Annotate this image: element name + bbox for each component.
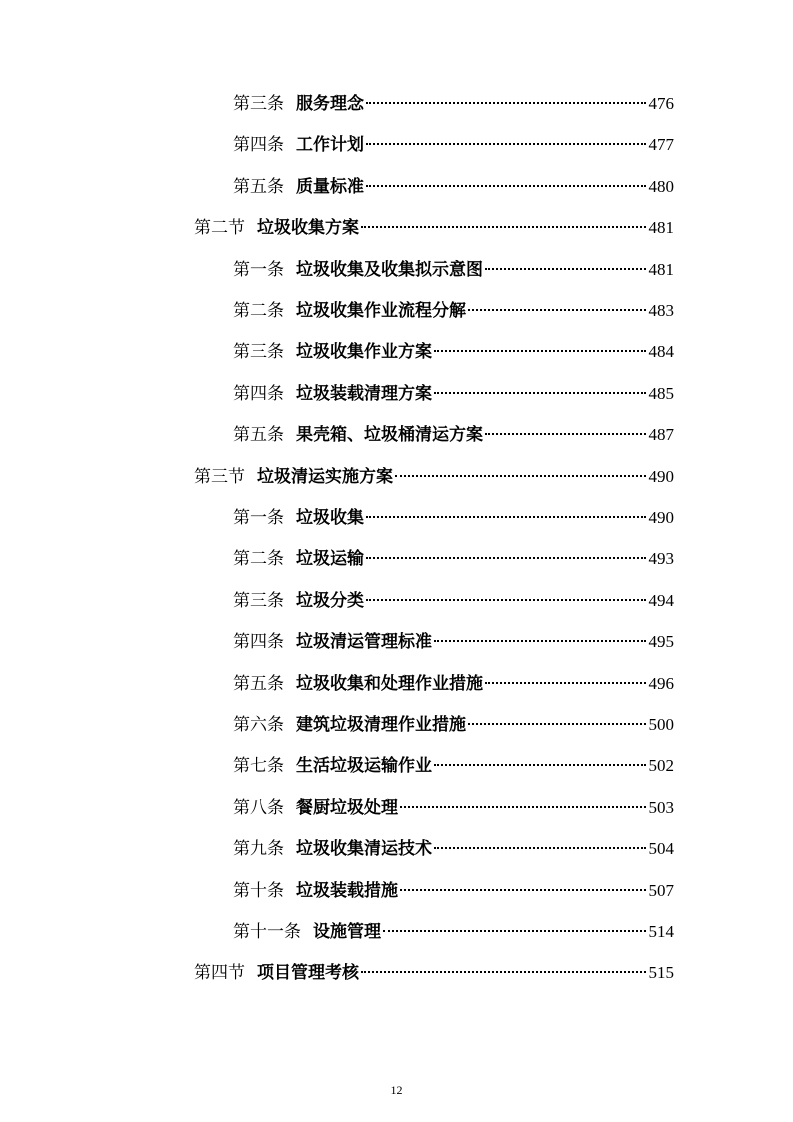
toc-entry-page: 507 bbox=[648, 880, 674, 900]
toc-entry-title: 垃圾收集和处理作业措施 bbox=[296, 673, 483, 694]
toc-dot-leader bbox=[366, 102, 646, 104]
toc-dot-leader bbox=[485, 268, 646, 270]
toc-entry-title: 垃圾运输 bbox=[296, 549, 364, 570]
toc-entry-number: 第二条 bbox=[233, 549, 284, 570]
toc-entry-number: 第一条 bbox=[233, 508, 284, 528]
toc-section-entry[interactable] bbox=[194, 213, 674, 243]
toc-dot-leader bbox=[434, 350, 646, 352]
toc-entry-title: 工作计划 bbox=[296, 135, 364, 156]
toc-article-entry[interactable] bbox=[233, 172, 674, 202]
toc-entry-page: 476 bbox=[648, 94, 674, 113]
toc-entry-number: 第二节 bbox=[194, 218, 245, 239]
page-number: 12 bbox=[390, 1083, 403, 1097]
toc-entry-page: 490 bbox=[648, 508, 674, 527]
toc-entry-number: 第五条 bbox=[233, 176, 284, 197]
toc-entry-page: 485 bbox=[648, 383, 674, 403]
toc-entry-page: 495 bbox=[648, 632, 674, 652]
toc-entry-page: 503 bbox=[648, 797, 674, 817]
toc-dot-leader bbox=[366, 516, 646, 518]
toc-entry-title: 垃圾收集 bbox=[296, 508, 364, 528]
toc-entry-number: 第十一条 bbox=[233, 922, 301, 942]
toc-entry-title: 果壳箱、垃圾桶清运方案 bbox=[296, 425, 483, 446]
toc-article-entry[interactable] bbox=[233, 627, 674, 657]
toc-entry-number: 第七条 bbox=[233, 756, 284, 777]
toc-entry-page: 477 bbox=[648, 135, 674, 155]
toc-entry-number: 第三条 bbox=[233, 94, 284, 114]
toc-article-entry[interactable] bbox=[233, 420, 674, 450]
toc-dot-leader bbox=[361, 971, 646, 973]
toc-article-entry[interactable] bbox=[233, 710, 674, 740]
toc-dot-leader bbox=[485, 433, 646, 435]
toc-dot-leader bbox=[434, 392, 646, 394]
toc-dot-leader bbox=[400, 806, 646, 808]
toc-entry-page: 490 bbox=[648, 466, 674, 486]
toc-entry-number: 第五条 bbox=[233, 673, 284, 694]
toc-entry-title: 垃圾收集作业方案 bbox=[296, 342, 432, 363]
toc-entry-page: 496 bbox=[648, 673, 674, 693]
toc-entry-title: 生活垃圾运输作业 bbox=[296, 756, 432, 777]
toc-entry-page: 481 bbox=[648, 218, 674, 238]
toc-entry-number: 第六条 bbox=[233, 715, 284, 735]
toc-article-entry[interactable] bbox=[233, 503, 674, 533]
toc-article-entry[interactable] bbox=[233, 793, 674, 823]
toc-article-entry[interactable] bbox=[233, 834, 674, 864]
toc-entry-number: 第四条 bbox=[233, 632, 284, 653]
toc-article-entry[interactable] bbox=[233, 586, 674, 616]
toc-entry-title: 垃圾分类 bbox=[296, 590, 364, 611]
toc-entry-page: 493 bbox=[648, 549, 674, 569]
toc-dot-leader bbox=[395, 475, 646, 477]
toc-dot-leader bbox=[485, 682, 646, 684]
toc-entry-number: 第三节 bbox=[194, 466, 245, 487]
toc-dot-leader bbox=[434, 847, 646, 849]
toc-entry-number: 第十条 bbox=[233, 880, 284, 901]
toc-entry-page: 504 bbox=[648, 839, 674, 859]
toc-entry-title: 质量标准 bbox=[296, 176, 364, 197]
toc-entry-title: 垃圾收集方案 bbox=[257, 218, 359, 239]
toc-entry-page: 514 bbox=[648, 922, 674, 941]
toc-entry-title: 垃圾装载清理方案 bbox=[296, 383, 432, 404]
toc-entry-page: 494 bbox=[648, 590, 674, 610]
toc-entry-page: 481 bbox=[648, 259, 674, 279]
toc-dot-leader bbox=[366, 599, 646, 601]
toc-entry-title: 设施管理 bbox=[313, 922, 381, 942]
toc-dot-leader bbox=[366, 143, 646, 145]
toc-dot-leader bbox=[434, 764, 646, 766]
toc-entry-number: 第三条 bbox=[233, 590, 284, 611]
toc-dot-leader bbox=[400, 889, 646, 891]
toc-dot-leader bbox=[468, 723, 646, 725]
toc-article-entry[interactable] bbox=[233, 917, 674, 947]
toc-entry-number: 第四条 bbox=[233, 135, 284, 156]
toc-article-entry[interactable] bbox=[233, 379, 674, 409]
toc-dot-leader bbox=[366, 185, 646, 187]
toc-article-entry[interactable] bbox=[233, 876, 674, 906]
toc-entry-title: 垃圾清运实施方案 bbox=[257, 466, 393, 487]
toc-dot-leader bbox=[468, 309, 646, 311]
toc-entry-page: 480 bbox=[648, 176, 674, 196]
toc-entry-title: 垃圾装载措施 bbox=[296, 880, 398, 901]
toc-dot-leader bbox=[383, 930, 646, 932]
toc-entry-number: 第一条 bbox=[233, 259, 284, 280]
toc-entry-title: 项目管理考核 bbox=[257, 963, 359, 984]
toc-entry-title: 垃圾收集及收集拟示意图 bbox=[296, 259, 483, 280]
toc-entry-title: 垃圾收集作业流程分解 bbox=[296, 301, 466, 321]
toc-article-entry[interactable] bbox=[233, 337, 674, 367]
toc-entry-title: 餐厨垃圾处理 bbox=[296, 797, 398, 818]
toc-article-entry[interactable] bbox=[233, 255, 674, 285]
toc-entry-number: 第三条 bbox=[233, 342, 284, 363]
toc-article-entry[interactable] bbox=[233, 669, 674, 699]
toc-entry-title: 建筑垃圾清理作业措施 bbox=[296, 715, 466, 735]
toc-entry-number: 第八条 bbox=[233, 797, 284, 818]
toc-entry-page: 483 bbox=[648, 301, 674, 320]
toc-entry-number: 第二条 bbox=[233, 301, 284, 321]
toc-entry-page: 487 bbox=[648, 425, 674, 445]
toc-entry-number: 第四条 bbox=[233, 383, 284, 404]
toc-entry-title: 服务理念 bbox=[296, 94, 364, 114]
toc-entry-title: 垃圾清运管理标准 bbox=[296, 632, 432, 653]
toc-article-entry[interactable] bbox=[233, 751, 674, 781]
toc-article-entry[interactable] bbox=[233, 296, 674, 326]
toc-entry-title: 垃圾收集清运技术 bbox=[296, 839, 432, 860]
toc-entry-number: 第五条 bbox=[233, 425, 284, 446]
toc-entry-page: 502 bbox=[648, 756, 674, 776]
toc-article-entry[interactable] bbox=[233, 544, 674, 574]
toc-entry-number: 第四节 bbox=[194, 963, 245, 984]
toc-entry-page: 500 bbox=[648, 715, 674, 734]
toc-article-entry[interactable] bbox=[233, 89, 674, 119]
toc-dot-leader bbox=[361, 226, 646, 228]
toc-article-entry[interactable] bbox=[233, 130, 674, 160]
toc-section-entry[interactable] bbox=[194, 462, 674, 492]
toc-entry-number: 第九条 bbox=[233, 839, 284, 860]
toc-entry-page: 515 bbox=[648, 963, 674, 983]
toc-dot-leader bbox=[366, 557, 646, 559]
toc-section-entry[interactable] bbox=[194, 958, 674, 988]
toc-dot-leader bbox=[434, 640, 646, 642]
toc-entry-page: 484 bbox=[648, 342, 674, 362]
